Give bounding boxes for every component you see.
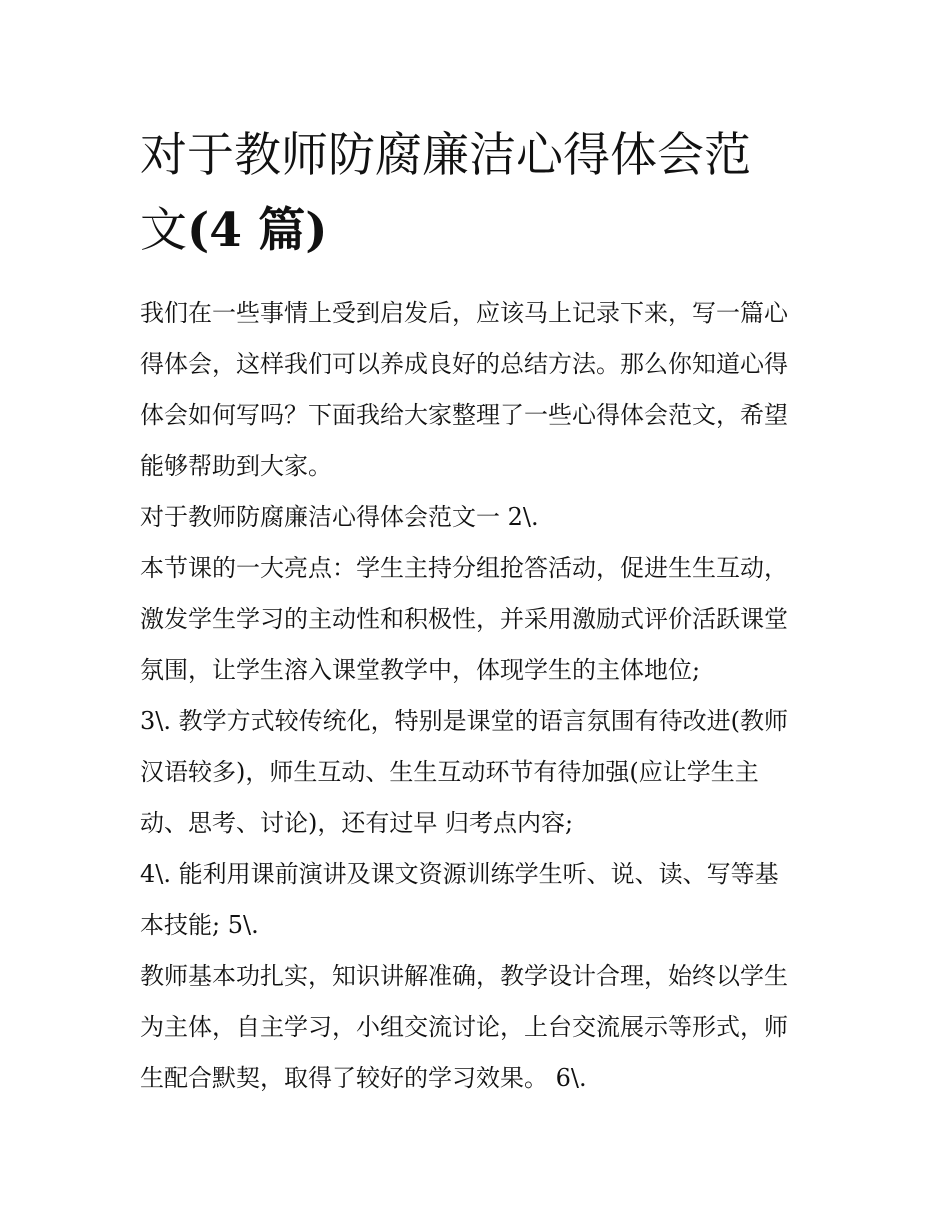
teacher-basics-paragraph — [140, 951, 812, 1104]
highlight-paragraph — [140, 543, 812, 696]
title-line-2 — [140, 193, 812, 268]
improvement-line-1: 3\. 教学方式较传统化，特别是课堂的语言氛围有待改进(教师 — [140, 707, 788, 735]
improvement-paragraph — [140, 696, 812, 849]
skills-paragraph — [140, 849, 812, 951]
document-content — [140, 288, 812, 1104]
highlight-line-2: 激发学生学习的主动性和积极性，并采用激励式评价活跃课堂 — [140, 605, 788, 633]
title-line-1: 对于教师防腐廉洁心得体会范 — [140, 128, 751, 183]
title-line-2-count: (4 篇) — [187, 203, 328, 258]
teacher-basics-line-2: 为主体，自主学习，小组交流讨论，上台交流展示等形式，师 — [140, 1013, 788, 1041]
document-body — [140, 118, 812, 1104]
intro-line-2: 得体会，这样我们可以养成良好的总结方法。那么你知道心得 — [140, 350, 788, 378]
highlight-line-1: 本节课的一大亮点：学生主持分组抢答活动，促进生生互动， — [140, 554, 788, 582]
document-title — [140, 118, 812, 268]
skills-line-1: 4\. 能利用课前演讲及课文资源训练学生听、说、读、写等基 — [140, 860, 779, 888]
improvement-line-3: 动、思考、讨论)，还有过早 归考点内容; — [140, 809, 574, 837]
teacher-basics-line-1: 教师基本功扎实，知识讲解准确，教学设计合理，始终以学生 — [140, 962, 788, 990]
improvement-line-2: 汉语较多)，师生互动、生生互动环节有待加强(应让学生主 — [140, 758, 759, 786]
title-line-2-prefix: 文 — [140, 203, 187, 258]
intro-paragraph — [140, 288, 812, 492]
intro-line-3: 体会如何写吗？下面我给大家整理了一些心得体会范文，希望 — [140, 401, 788, 429]
teacher-basics-line-3: 生配合默契，取得了较好的学习效果。 6\. — [140, 1064, 587, 1092]
intro-line-1: 我们在一些事情上受到启发后，应该马上记录下来，写一篇心 — [140, 299, 788, 327]
section-heading-line: 对于教师防腐廉洁心得体会范文一 2\. — [140, 503, 539, 531]
highlight-line-3: 氛围，让学生溶入课堂教学中，体现学生的主体地位; — [140, 656, 701, 684]
skills-line-2: 本技能; 5\. — [140, 911, 259, 939]
section-heading-paragraph — [140, 492, 812, 543]
intro-line-4: 能够帮助到大家。 — [140, 452, 332, 480]
